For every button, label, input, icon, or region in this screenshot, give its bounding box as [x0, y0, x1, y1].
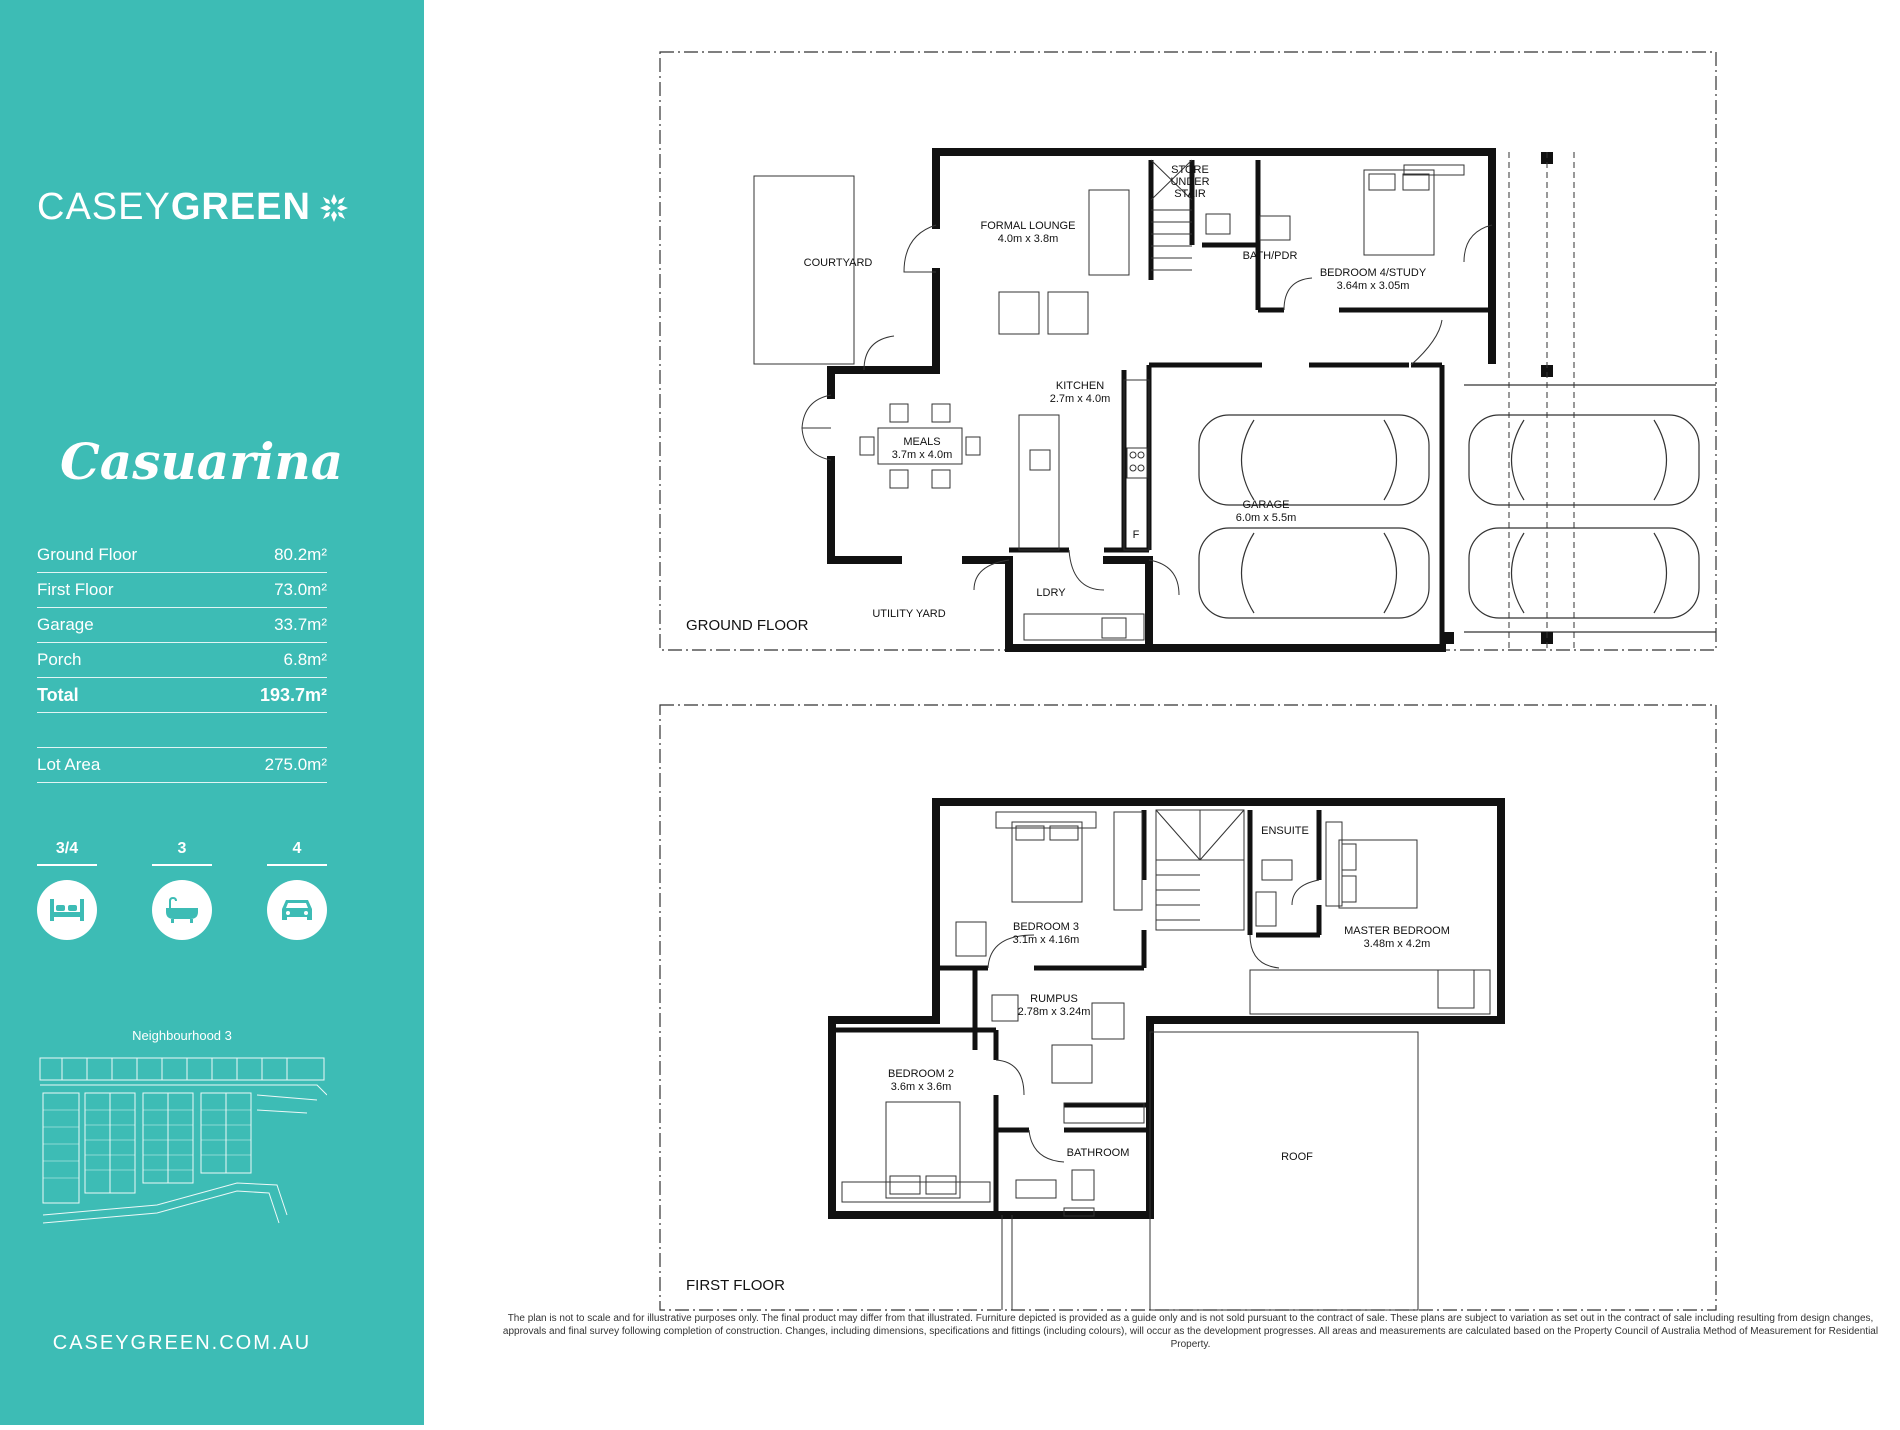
- room-garage-dim: 6.0m x 5.5m: [1235, 512, 1297, 524]
- area-row-first: [37, 573, 327, 608]
- room-bathroom: BATHROOM: [1066, 1147, 1130, 1159]
- feature-bathrooms: [152, 840, 212, 940]
- room-kitchen: KITCHEN: [1055, 380, 1105, 392]
- room-garage: GARAGE: [1242, 499, 1290, 511]
- area-value: 6.8m²: [283, 650, 327, 669]
- room-utility-yard: UTILITY YARD: [872, 608, 946, 620]
- area-row-lot: [37, 748, 327, 783]
- sidebar-panel: [0, 0, 424, 1425]
- first-floor-label: FIRST FLOOR: [686, 1277, 785, 1294]
- room-ensuite: ENSUITE: [1261, 825, 1309, 837]
- logo-green-text: GREEN: [170, 186, 311, 228]
- area-row-porch: [37, 643, 327, 678]
- logo-casey-text: CASEY: [37, 186, 171, 228]
- room-store-stair: STAIR: [1174, 188, 1206, 200]
- area-label: Ground Floor: [37, 545, 138, 564]
- room-meals-dim: 3.7m x 4.0m: [891, 449, 953, 461]
- room-meals: MEALS: [903, 436, 941, 448]
- room-bedroom-3-dim: 3.1m x 4.16m: [1012, 934, 1080, 946]
- area-row-ground: [37, 538, 327, 573]
- floor-plans-area: [424, 0, 1900, 1425]
- area-value: 73.0m²: [274, 580, 327, 599]
- room-ldry: LDRY: [1036, 587, 1066, 599]
- fridge-label: F: [1132, 529, 1140, 541]
- room-store-under: UNDER: [1170, 176, 1210, 188]
- bath-icon: [152, 880, 212, 940]
- room-bedroom-2-dim: 3.6m x 3.6m: [890, 1081, 952, 1093]
- lot-label: Lot Area: [37, 755, 101, 774]
- floor-plans-drawing: [424, 0, 1900, 1425]
- area-label: Porch: [37, 650, 82, 669]
- neighbourhood-label: Neighbourhood 3: [132, 1028, 232, 1043]
- areas-table: [37, 538, 327, 783]
- room-bath-pdr: BATH/PDR: [1242, 250, 1298, 262]
- total-label: Total: [37, 685, 79, 705]
- area-value: 33.7m²: [274, 615, 327, 634]
- room-formal-lounge: FORMAL LOUNGE: [980, 220, 1076, 232]
- disclaimer-text: The plan is not to scale and for illustrative purposes only. The final product may differ from that illustrated. Furniture depicted is provided as a guide only and is not sold pursuant to the contract of sale. These plans are subject to variation as set out in the contract of sale including resulting from design changes, approvals and final survey following completion of construction. Changes, including dimensions, specifications and fittings (including colours), will occur as the development progresses. All areas and measurements are calculated based on the Property Council of Australia Method of Measurement for Residential Property.: [502, 1313, 1879, 1350]
- room-roof: ROOF: [1281, 1151, 1313, 1163]
- area-value: 80.2m²: [274, 545, 327, 564]
- room-bedroom-3: BEDROOM 3: [1012, 921, 1080, 933]
- first-floor-plan: [660, 705, 1716, 1310]
- area-label: First Floor: [37, 580, 114, 599]
- room-store: STORE: [1171, 164, 1209, 176]
- areas-divider: [37, 713, 327, 748]
- website-link[interactable]: CASEYGREEN.COM.AU: [52, 1332, 312, 1354]
- area-row-total: [37, 678, 327, 713]
- room-rumpus: RUMPUS: [1030, 993, 1078, 1005]
- room-kitchen-dim: 2.7m x 4.0m: [1049, 393, 1111, 405]
- features-row: [37, 840, 327, 940]
- ground-floor-label: GROUND FLOOR: [686, 617, 809, 634]
- area-label: Garage: [37, 615, 94, 634]
- neighbourhood-map: [37, 1055, 327, 1225]
- room-bedroom-4-dim: 3.64m x 3.05m: [1336, 280, 1410, 292]
- ground-floor-plan: [660, 52, 1716, 650]
- car-icon: [267, 880, 327, 940]
- room-master-bedroom-dim: 3.48m x 4.2m: [1363, 938, 1431, 950]
- car-count: 4: [267, 840, 327, 866]
- room-rumpus-dim: 2.78m x 3.24m: [1017, 1006, 1091, 1018]
- casey-green-logo[interactable]: [37, 186, 351, 229]
- bathroom-count: 3: [152, 840, 212, 866]
- area-row-garage: [37, 608, 327, 643]
- model-name: Casuarina: [60, 432, 344, 491]
- casey-green-leaf-icon: [317, 191, 351, 225]
- feature-bedrooms: [37, 840, 97, 940]
- room-courtyard: COURTYARD: [803, 257, 873, 269]
- bedroom-count: 3/4: [37, 840, 97, 866]
- lot-value: 275.0m²: [264, 755, 327, 774]
- room-formal-lounge-dim: 4.0m x 3.8m: [997, 233, 1059, 245]
- room-bedroom-4: BEDROOM 4/STUDY: [1319, 267, 1427, 279]
- bed-icon: [37, 880, 97, 940]
- room-master-bedroom: MASTER BEDROOM: [1344, 925, 1450, 937]
- total-value: 193.7m²: [259, 685, 327, 705]
- feature-garage: [267, 840, 327, 940]
- room-bedroom-2: BEDROOM 2: [887, 1068, 955, 1080]
